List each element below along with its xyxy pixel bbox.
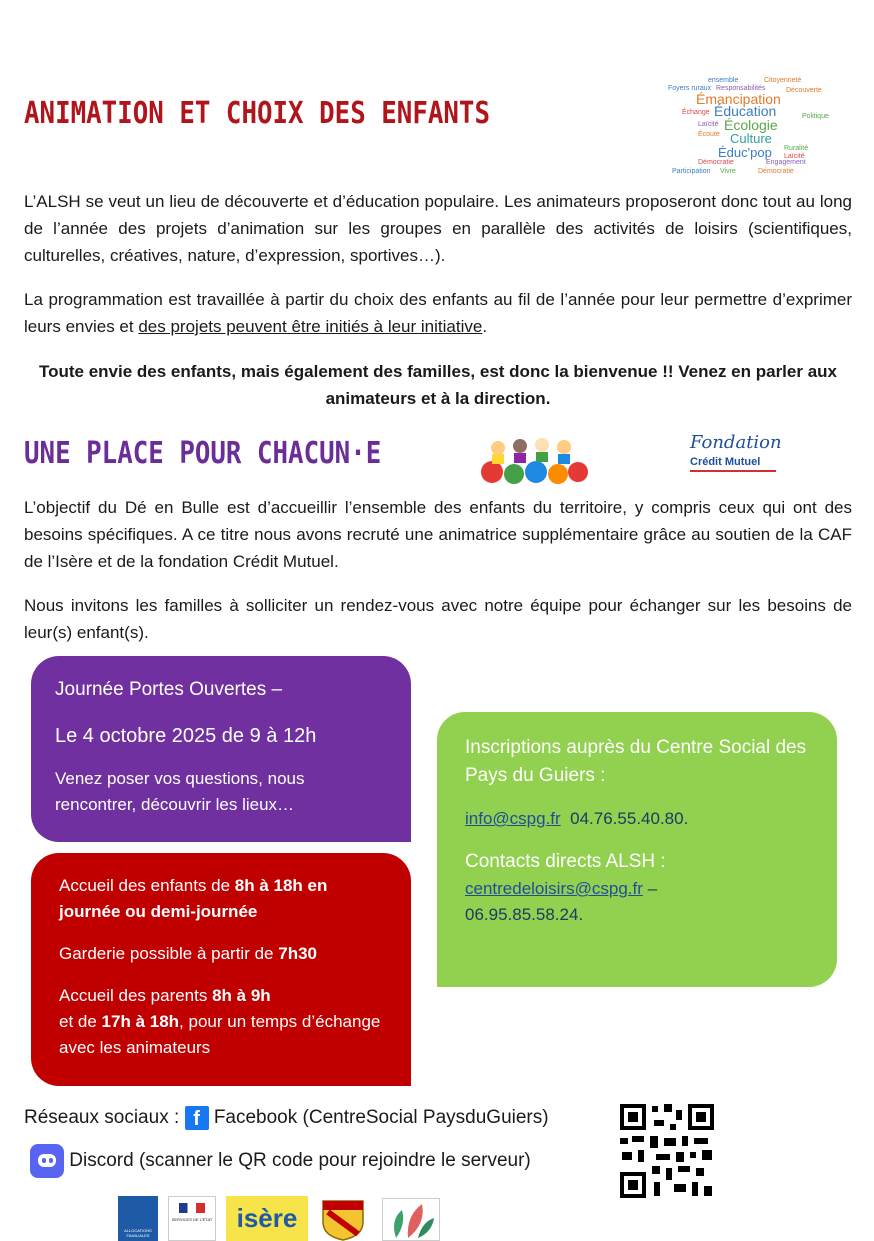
wc-word: Citoyenneté: [764, 77, 802, 84]
contact-inscriptions: Inscriptions auprès du Centre Social des Pays du Guiers :: [465, 737, 807, 786]
discord-text: Discord (scanner le QR code pour rejoindre le serveur): [69, 1150, 531, 1172]
paragraph-alsh: L’ALSH se veut un lieu de découverte et d’éducation populaire. Les animateurs proposeront donc tout au long de l’année des projets d’animation sur les groupes en parallèle des activités de loisirs (scientifiques, culturelles, créatives, nature, d’expression, sportives…).: [24, 192, 852, 265]
wc-word: Éducation: [714, 103, 777, 119]
paragraph-bienvenue: Toute envie des enfants, mais également des familles, est donc la bienvenue !! Venez en parler aux animateurs et à la direction.: [38, 362, 837, 408]
dash: –: [647, 879, 658, 898]
paragraph-programmation: La programmation est travaillée à partir du choix des enfants au fil de l’année pour leur permettre d’exprimer leurs envies et des projets peuvent être initiés à leur initiative.: [24, 290, 852, 336]
open-day-box: [31, 656, 411, 842]
social-facebook-row: [24, 1104, 549, 1132]
open-day-title: Journée Portes Ouvertes –: [55, 679, 283, 700]
gouv-logo-text: SERVICES DE L'ÉTAT: [171, 1217, 213, 1222]
social-discord-row: [30, 1144, 531, 1178]
caf-logo-text: ALLOCATIONS FAMILIALES: [124, 1228, 152, 1238]
hours-children: Accueil des enfants de 8h à 18h en journée ou demi-journée: [59, 876, 328, 921]
wc-word: Engagement: [766, 159, 806, 166]
isere-logo-text: isère: [236, 1203, 298, 1233]
word-cloud-image: [668, 74, 838, 178]
wc-word: Laïcité: [784, 153, 805, 160]
wc-word: Vivre: [720, 168, 736, 175]
fondation-credit-mutuel-logo: [690, 432, 782, 484]
logo-fondation-text: Fondation: [690, 432, 782, 453]
gouv-logo: [168, 1196, 216, 1241]
wc-word: Émancipation: [696, 91, 781, 107]
contact-alsh-title: Contacts directs ALSH :: [465, 851, 666, 872]
caf-logo: [118, 1196, 158, 1241]
contact-line-2: [465, 876, 809, 928]
phone-1: 04.76.55.40.80.: [570, 809, 689, 828]
phone-2: 06.95.85.58.24.: [465, 905, 584, 924]
wc-word: Participation: [672, 168, 711, 175]
logo-credit-mutuel-text: Crédit Mutuel: [690, 454, 776, 472]
paragraph-rendez-vous: Nous invitons les familles à solliciter un rendez-vous avec notre équipe pour échanger sur les besoins de leur(s) enfant(s).: [24, 596, 852, 642]
wc-word: Éduc'pop: [718, 145, 772, 160]
wc-word: ensemble: [708, 77, 739, 84]
contact-line-1: [465, 806, 809, 832]
section-title-animation: ANIMATION ET CHOIX DES ENFANTS: [24, 96, 490, 131]
open-day-desc: Venez poser vos questions, nous rencontrer, découvrir les lieux…: [55, 769, 305, 814]
commune-shield-logo: [320, 1198, 366, 1241]
leaf-logo: [382, 1198, 440, 1241]
children-illustration: [478, 436, 590, 486]
wc-word: Écologie: [724, 117, 778, 133]
facebook-icon[interactable]: f: [185, 1106, 209, 1130]
wc-word: Laïcité: [698, 121, 719, 128]
underlined-initiative: des projets peuvent être initiés à leur initiative: [138, 317, 483, 336]
contact-box: [437, 712, 837, 987]
email-centre-link[interactable]: centredeloisirs@cspg.fr: [465, 879, 643, 898]
wc-word: Démocratie: [698, 159, 734, 166]
wc-word: Écoute: [698, 131, 720, 138]
wc-word: Ruralité: [784, 145, 809, 152]
hours-box: [31, 853, 411, 1086]
social-label: Réseaux sociaux :: [24, 1107, 180, 1128]
facebook-link[interactable]: Facebook (CentreSocial PaysduGuiers): [213, 1107, 549, 1128]
email-info-link[interactable]: info@cspg.fr: [465, 809, 561, 828]
wc-word: Découverte: [786, 87, 822, 94]
section-title-place: UNE PLACE POUR CHACUN·E: [24, 436, 382, 471]
discord-icon[interactable]: [30, 1144, 64, 1178]
isere-logo: [226, 1196, 308, 1241]
wc-word: Politique: [802, 113, 829, 120]
open-day-date: Le 4 octobre 2025 de 9 à 12h: [55, 725, 317, 747]
hours-parents: Accueil des parents 8h à 9h et de 17h à 18h, pour un temps d’échange avec les animateurs: [59, 986, 381, 1057]
wc-word: Culture: [730, 131, 772, 146]
qr-code[interactable]: [618, 1102, 716, 1200]
wc-word: Responsabilités: [716, 85, 766, 92]
wc-word: Foyers ruraux: [668, 85, 712, 92]
paragraph-objectif: L’objectif du Dé en Bulle est d’accueillir l’ensemble des enfants du territoire, y compris ceux qui ont des besoins spécifiques. A ce titre nous avons recruté une animatrice supplémentaire grâce au soutien de la CAF de l’Isère et de la fondation Crédit Mutuel.: [24, 498, 852, 571]
hours-garderie: Garderie possible à partir de 7h30: [59, 944, 317, 963]
wc-word: Échange: [682, 109, 710, 116]
wc-word: Démocratie: [758, 168, 794, 175]
